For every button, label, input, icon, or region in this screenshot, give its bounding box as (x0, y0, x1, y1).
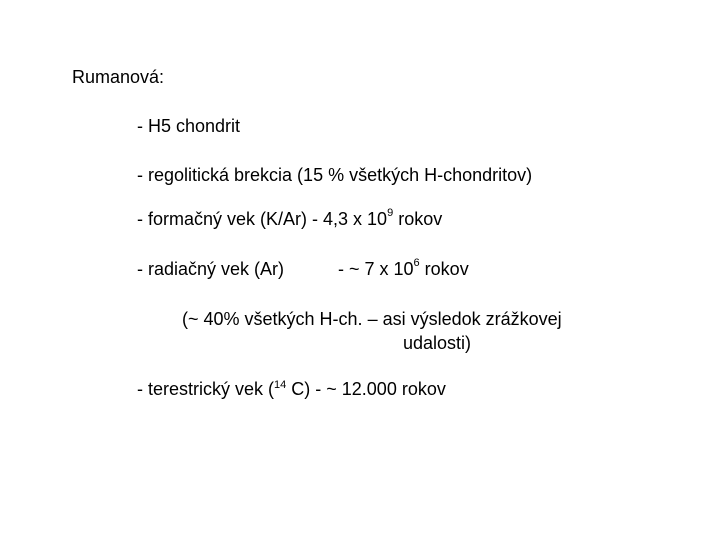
radiation-age-value (338, 258, 469, 280)
formation-age-unit: rokov (393, 209, 443, 229)
radiation-age-text: - ~ 7 x 10 (338, 259, 414, 279)
title: Rumanová: (72, 67, 165, 87)
terrestrial-age-text: - terestrický vek ( (137, 379, 275, 399)
terrestrial-age-value: C) - ~ 12.000 rokov (286, 379, 446, 399)
note-line-1: (~ 40% všetkých H-ch. – asi výsledok zrážkovej (182, 309, 562, 329)
radiation-age-exponent: 6 (413, 257, 420, 269)
item-formation-age (137, 208, 442, 230)
terrestrial-isotope-mass: 14 (274, 379, 287, 391)
formation-age-text: - formačný vek (K/Ar) - 4,3 x 10 (137, 209, 388, 229)
note-line-2: udalosti) (403, 333, 472, 353)
item-radiation-age (137, 258, 284, 280)
radiation-age-label: - radiačný vek (Ar) (137, 259, 285, 279)
item-terrestrial-age (137, 378, 446, 400)
radiation-age-unit: rokov (419, 259, 469, 279)
formation-age-exponent: 9 (387, 207, 394, 219)
item-h5-chondrit: - H5 chondrit (137, 116, 241, 136)
item-regolith-breccia: - regolitická brekcia (15 % všetkých H-chondritov) (137, 165, 533, 185)
